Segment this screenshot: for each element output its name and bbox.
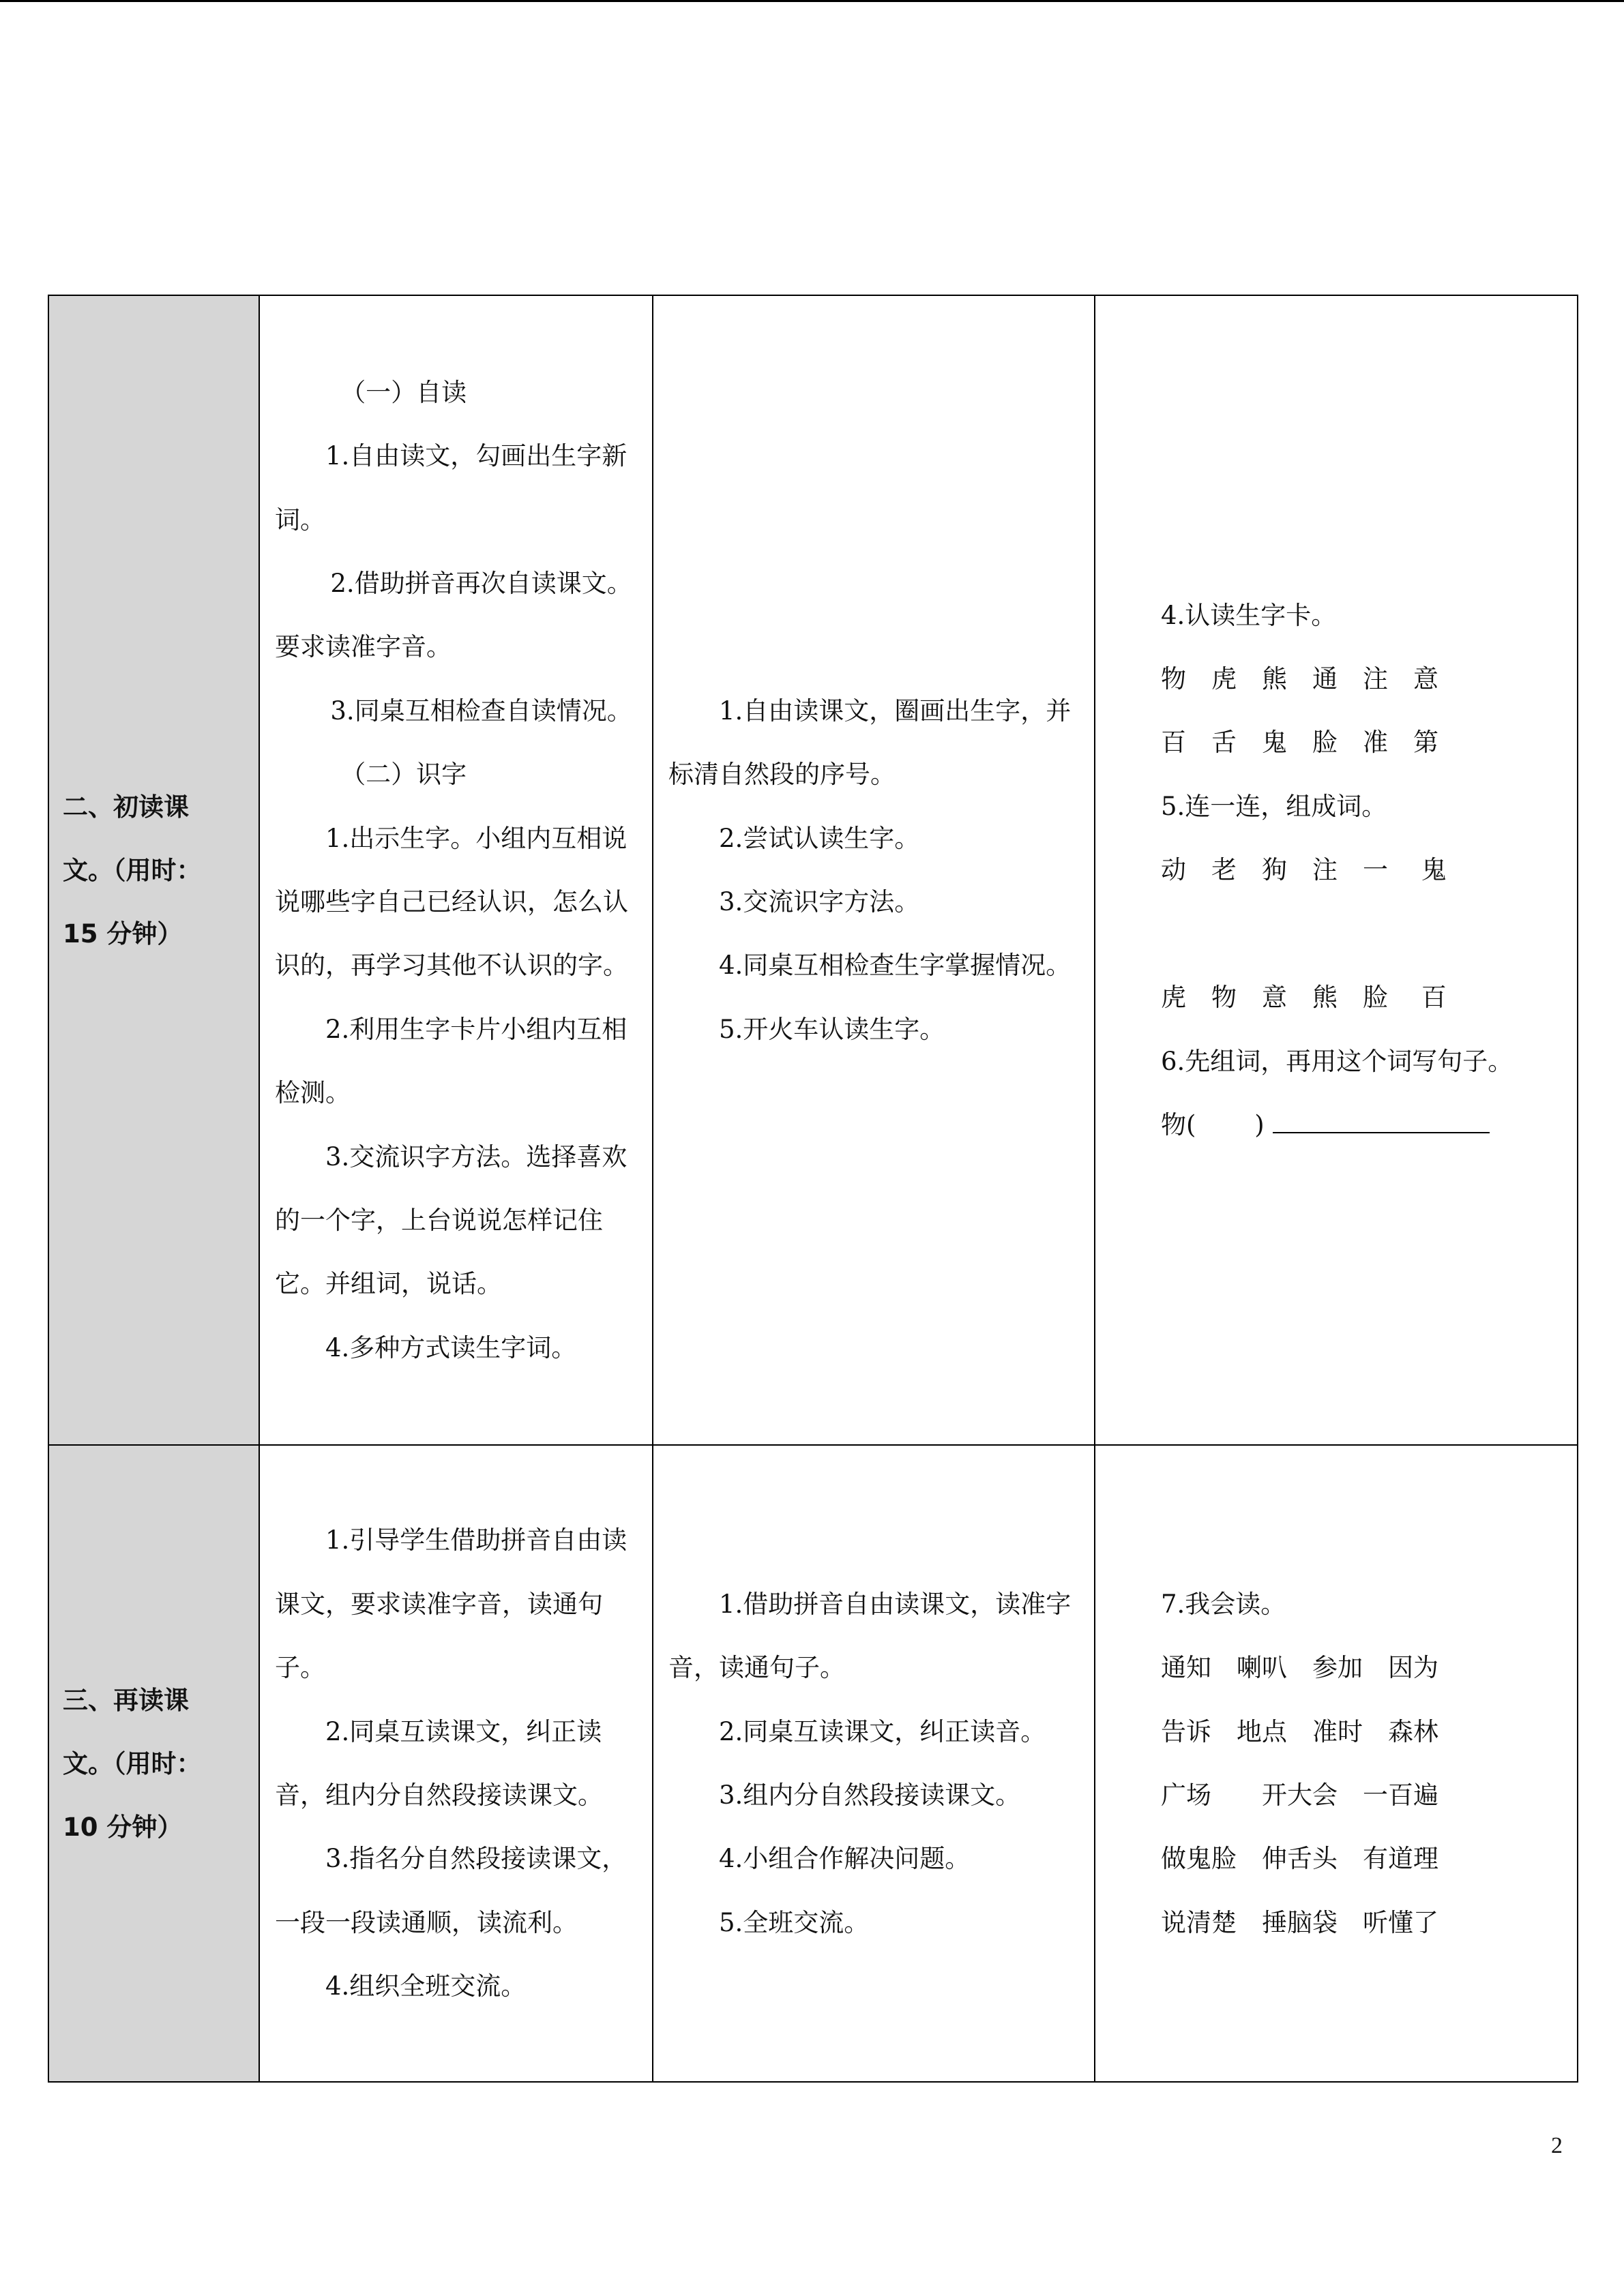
teacher-step: （二）识字 (340, 760, 467, 790)
word-line: 说清楚 捶脑袋 听懂了 (1161, 1907, 1438, 1937)
word-line: 广场 开大会 一百遍 (1161, 1780, 1438, 1810)
teacher-step: 1.出示生字。小组内互相说说哪些字自己已经认识，怎么认识的，再学习其他不认识的字。 (275, 823, 628, 981)
section-title: 三、再读课 文。（用时： 10 分钟） (63, 1685, 202, 1842)
match-bottom-line: 虎 物 意 熊 脸 百 (1161, 983, 1447, 1013)
teacher-step: 4.组织全班交流。 (325, 1971, 527, 2001)
answer-blank[interactable] (1273, 1109, 1490, 1133)
page-number: 2 (1551, 2133, 1563, 2158)
teacher-step: 1.自由读文，勾画出生字新词。 (275, 441, 628, 535)
student-step: 4.同桌互相检查生字掌握情况。 (719, 951, 1072, 981)
word-line: 告诉 地点 准时 森林 (1161, 1716, 1438, 1746)
section-cell (48, 295, 259, 1445)
teacher-step: 2.同桌互读课文，纠正读音，组内分自然段接读课文。 (275, 1716, 603, 1810)
teacher-step: （一）自读 (340, 377, 467, 407)
exercise-title: 5.连一连，组成词。 (1161, 791, 1387, 821)
student-step: 5.开火车认读生字。 (719, 1014, 945, 1044)
teacher-step: 2.借助拼音再次自读课文。要求读准字音。 (275, 568, 632, 662)
exercise-title: 4.认读生字卡。 (1161, 600, 1337, 630)
char-card-line: 百 舌 鬼 脸 准 第 (1161, 728, 1438, 758)
fill-in-line (1110, 1093, 1565, 1157)
table-row (48, 1445, 1578, 2082)
match-spacer (1110, 902, 1565, 966)
student-step: 4.小组合作解决问题。 (719, 1844, 971, 1874)
teacher-step: 3.交流识字方法。选择喜欢的一个字，上台说说怎样记住它。并组词，说话。 (275, 1142, 628, 1299)
student-step: 1.借助拼音自由读课文，读准字音，读通句子。 (668, 1589, 1072, 1683)
teacher-activity-cell (259, 295, 653, 1445)
teacher-step: 2.利用生字卡片小组内互相检测。 (275, 1014, 628, 1108)
exercise-title: 7.我会读。 (1161, 1589, 1286, 1619)
word-line: 通知 喇叭 参加 因为 (1161, 1653, 1438, 1683)
teacher-step: 3.指名分自然段接读课文，一段一段读通顺，读流利。 (275, 1844, 628, 1937)
student-step: 3.交流识字方法。 (719, 887, 920, 916)
teacher-step: 3.同桌互相检查自读情况。 (330, 696, 632, 726)
student-step: 5.全班交流。 (719, 1907, 870, 1937)
student-step: 2.尝试认读生字。 (719, 823, 920, 853)
teacher-activity-cell (259, 1445, 653, 2082)
top-rule (0, 0, 1624, 2)
student-step: 3.组内分自然段接读课文。 (719, 1780, 1021, 1810)
table-row (48, 295, 1578, 1445)
fill-prompt: 物( ) (1161, 1109, 1265, 1139)
exercise-cell (1095, 295, 1578, 1445)
lesson-plan-table (48, 295, 1578, 2083)
exercise-cell (1095, 1445, 1578, 2082)
teacher-step: 1.引导学生借助拼音自由读课文，要求读准字音，读通句子。 (275, 1525, 628, 1683)
exercise-title: 6.先组词，再用这个词写句子。 (1161, 1046, 1514, 1076)
student-activity-cell (653, 1445, 1095, 2082)
student-step: 2.同桌互读课文，纠正读音。 (719, 1716, 1046, 1746)
teacher-step: 4.多种方式读生字词。 (325, 1332, 577, 1362)
char-card-line: 物 虎 熊 通 注 意 (1161, 664, 1438, 694)
match-top-line: 动 老 狗 注 一 鬼 (1161, 855, 1447, 885)
section-cell (48, 1445, 259, 2082)
section-title: 二、初读课 文。（用时： 15 分钟） (63, 792, 202, 949)
student-activity-cell (653, 295, 1095, 1445)
student-step: 1.自由读课文，圈画出生字，并标清自然段的序号。 (668, 696, 1072, 790)
word-line: 做鬼脸 伸舌头 有道理 (1161, 1844, 1438, 1874)
